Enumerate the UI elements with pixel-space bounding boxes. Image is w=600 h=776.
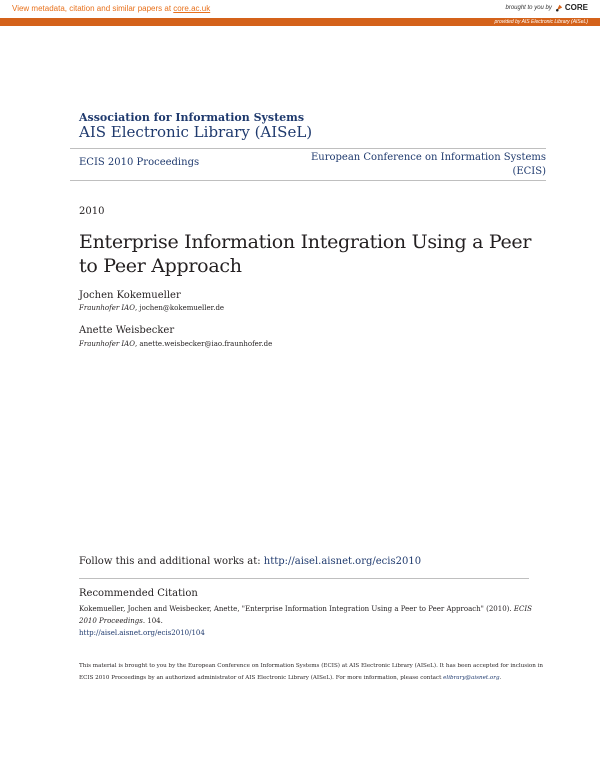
author-name: Anette Weisbecker xyxy=(79,325,175,336)
author-org: Fraunhofer IAO xyxy=(79,304,135,312)
author-email: , jochen@kokemueller.de xyxy=(134,304,225,312)
association-name[interactable]: Association for Information Systems xyxy=(79,111,305,124)
citation-number: . 104. xyxy=(142,617,163,625)
library-name[interactable]: AIS Electronic Library (AISeL) xyxy=(79,123,313,141)
brought-to-you-by xyxy=(506,3,589,12)
core-link-url[interactable]: core.ac.uk xyxy=(173,4,211,13)
citation-link[interactable]: http://aisel.aisnet.org/ecis2010/104 xyxy=(79,629,205,637)
follow-line xyxy=(79,556,421,567)
conference-link[interactable] xyxy=(306,151,546,179)
citation-proceedings: ECIS 2010 Proceedings xyxy=(79,605,532,625)
author-email: , anette.weisbecker@iao.fraunhofer.de xyxy=(134,340,273,348)
notice-text: This material is brought to you by the European Conference on Information Systems (ECIS) at AIS Electronic Library (AISeL). It has been accepted for inclusion in ECIS 2010 Proceedings by an authorized administrator of AIS Electronic Library (AISeL). For more information, please contact xyxy=(79,663,544,681)
provided-by: provided by AIS Electronic Library (AISeL) xyxy=(494,19,588,25)
core-link-prefix: View metadata, citation and similar papers at xyxy=(12,4,174,13)
paper-title: Enterprise Information Integration Using a Peer to Peer Approach xyxy=(79,231,532,277)
core-metadata-link[interactable] xyxy=(12,4,210,13)
conference-line-2: (ECIS) xyxy=(512,166,546,177)
copyright-notice xyxy=(79,660,549,684)
core-logo-icon xyxy=(555,3,564,12)
author-affiliation xyxy=(79,340,272,348)
notice-end: . xyxy=(499,675,502,681)
follow-text: Follow this and additional works at: xyxy=(79,556,264,567)
recommended-citation-heading: Recommended Citation xyxy=(79,588,198,599)
divider-bottom xyxy=(70,180,546,181)
core-banner xyxy=(0,0,600,26)
proceedings-link[interactable]: ECIS 2010 Proceedings xyxy=(79,157,200,168)
recommended-citation xyxy=(79,603,549,639)
conference-line-1: European Conference on Information Systems xyxy=(310,152,546,163)
citation-text: Kokemueller, Jochen and Weisbecker, Anette, "Enterprise Information Integration Using a Peer to Peer Approach" (2010). xyxy=(79,605,514,613)
paper-year: 2010 xyxy=(79,206,105,217)
contact-email-link[interactable]: elibrary@aisnet.org xyxy=(443,675,500,681)
author-affiliation xyxy=(79,304,224,312)
author-org: Fraunhofer IAO xyxy=(79,340,135,348)
core-logo[interactable] xyxy=(555,3,588,12)
follow-link[interactable]: http://aisel.aisnet.org/ecis2010 xyxy=(263,556,422,567)
brought-by-text: brought to you by xyxy=(505,4,552,11)
core-logo-text: CORE xyxy=(564,3,588,12)
divider-top xyxy=(70,148,546,149)
author-name: Jochen Kokemueller xyxy=(79,290,181,301)
divider-citation xyxy=(79,578,529,579)
